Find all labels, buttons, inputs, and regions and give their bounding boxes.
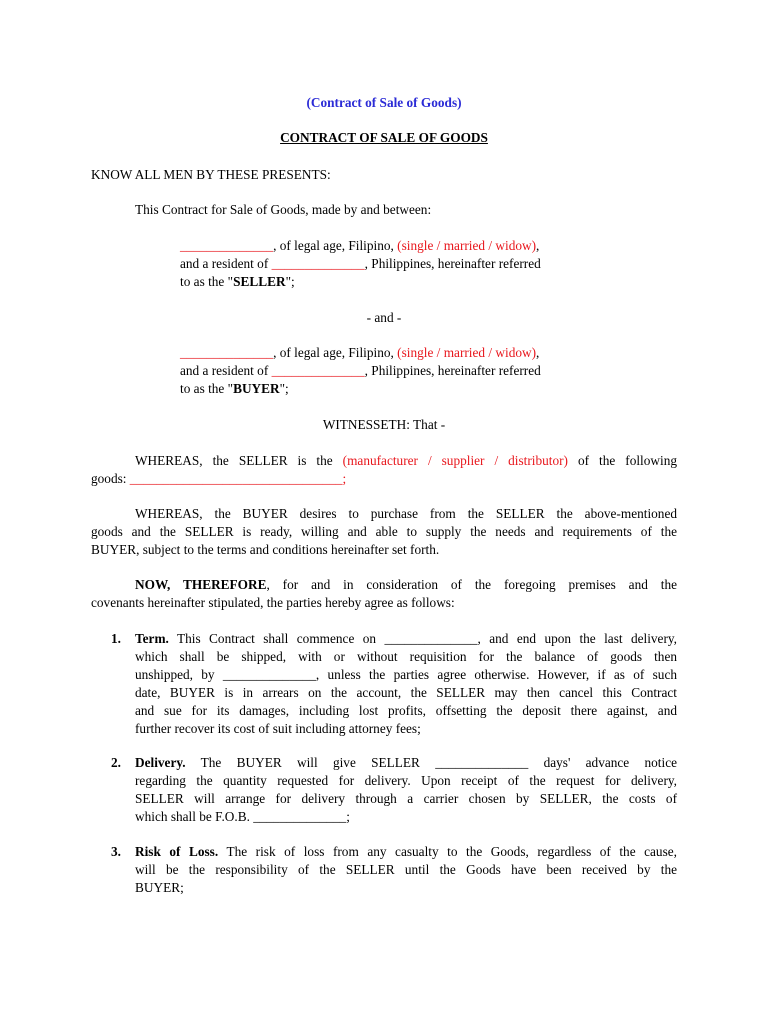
seller-line-3: [180, 273, 295, 291]
and-separator: - and -: [366, 310, 402, 325]
clause-heading: Risk of Loss.: [135, 844, 219, 859]
clause-risk-line-2: will be the responsibility of the SELLER until the Goods have been received by the: [135, 862, 677, 877]
whereas-goods-start: WHEREAS, the SELLER is the: [135, 453, 343, 468]
clause-term-line-1: [135, 630, 677, 648]
whereas-goods-paragraph: [91, 452, 677, 488]
buyer-line-1-end: ,: [536, 345, 540, 360]
clause-text: This Contract shall commence on ______________, and end upon the last delivery,: [168, 631, 677, 646]
now-therefore-rest: , for and in consideration of the foregoing premises and the: [266, 577, 677, 592]
now-therefore-paragraph: [91, 576, 677, 612]
goods-label: goods:: [91, 471, 130, 486]
seller-line-3-end: ";: [285, 274, 295, 289]
buyer-residence-blank: ______________: [271, 363, 365, 378]
buyer-line-3-end: ";: [279, 381, 289, 396]
buyer-line-3-start: to as the ": [180, 381, 234, 396]
clause-delivery-line-4: which shall be F.O.B. ______________;: [135, 809, 351, 824]
made-between-line: This Contract for Sale of Goods, made by and between:: [135, 202, 432, 217]
clause-delivery-line-3: SELLER will arrange for delivery through a carrier chosen by SELLER, the costs of: [135, 791, 677, 806]
clause-number: 3.: [111, 844, 121, 859]
now-therefore-lead: NOW, THEREFORE: [135, 577, 267, 592]
clause-text: The BUYER will give SELLER ______________ days' advance notice: [185, 755, 677, 770]
clause-risk-body: [135, 843, 677, 897]
now-therefore-line-2: covenants hereinafter stipulated, the parties hereby agree as follows:: [91, 595, 455, 610]
clause-term-body: [135, 630, 677, 738]
now-therefore-line-1: [91, 576, 677, 594]
goods-line-end: ;: [342, 471, 347, 486]
clause-text: The risk of loss from any casualty to the Goods, regardless of the cause,: [218, 844, 677, 859]
goods-blank: ________________________________: [129, 471, 343, 486]
buyer-line-2: [180, 362, 541, 380]
seller-line-1-end: ,: [536, 238, 540, 253]
seller-line-1: [180, 237, 539, 255]
clause-delivery-body: [135, 754, 677, 826]
buyer-line-2-end: , Philippines, hereinafter referred: [364, 363, 541, 378]
seller-name-blank: ______________: [180, 238, 274, 253]
clause-risk-line-1: [135, 843, 677, 861]
clause-number: 2.: [111, 755, 121, 770]
buyer-role: BUYER: [233, 381, 280, 396]
buyer-name-blank: ______________: [180, 345, 274, 360]
document-title: CONTRACT OF SALE OF GOODS: [280, 130, 488, 145]
intro-line: KNOW ALL MEN BY THESE PRESENTS:: [91, 167, 331, 182]
buyer-line-1-text: , of legal age, Filipino,: [273, 345, 398, 360]
clause-heading: Term.: [135, 631, 169, 646]
seller-line-1-text: , of legal age, Filipino,: [273, 238, 398, 253]
clause-delivery-line-1: [135, 754, 677, 772]
whereas-goods-line-2: [91, 470, 677, 488]
whereas-goods-end: of the following: [567, 453, 677, 468]
clause-risk-line-3: BUYER;: [135, 880, 184, 895]
header-note: (Contract of Sale of Goods): [306, 95, 462, 110]
seller-line-3-start: to as the ": [180, 274, 234, 289]
seller-line-2: [180, 255, 541, 273]
buyer-line-2-start: and a resident of: [180, 363, 272, 378]
buyer-line-3: [180, 380, 289, 398]
clause-term-line-2: which shall be shipped, with or without requisition for the balance of goods then: [135, 649, 677, 664]
seller-residence-blank: ______________: [271, 256, 365, 271]
seller-line-2-start: and a resident of: [180, 256, 272, 271]
clause-term-line-3: unshipped, by ______________, unless the parties agree otherwise. However, if as of such: [135, 667, 677, 682]
witnesseth-line: WITNESSETH: That -: [322, 417, 446, 432]
clause-term-line-4: date, BUYER is in arrears on the account, the SELLER may then cancel this Contract: [135, 685, 677, 700]
whereas-buyer-line-1: WHEREAS, the BUYER desires to purchase from the SELLER the above-mentioned: [135, 506, 677, 521]
whereas-buyer-line-2: goods and the SELLER is ready, willing and able to supply the needs and requirements of the: [91, 524, 677, 539]
seller-roles-options: (manufacturer / supplier / distributor): [342, 453, 568, 468]
clause-term-line-6: further recover its cost of suit including attorney fees;: [135, 721, 421, 736]
clause-delivery-line-2: regarding the quantity requested for delivery. Upon receipt of the request for delivery,: [135, 773, 677, 788]
seller-status-options: (single / married / widow): [397, 238, 537, 253]
buyer-line-1: [180, 344, 539, 362]
buyer-status-options: (single / married / widow): [397, 345, 537, 360]
clause-heading: Delivery.: [135, 755, 186, 770]
clause-number: 1.: [111, 631, 121, 646]
seller-role: SELLER: [233, 274, 286, 289]
clause-term-line-5: and sue for its damages, including lost profits, offsetting the deposit there against, and: [135, 703, 677, 718]
whereas-goods-line-1: [91, 452, 677, 470]
whereas-buyer-paragraph: [91, 505, 677, 559]
whereas-buyer-line-3: BUYER, subject to the terms and conditions hereinafter set forth.: [91, 542, 440, 557]
seller-line-2-end: , Philippines, hereinafter referred: [364, 256, 541, 271]
